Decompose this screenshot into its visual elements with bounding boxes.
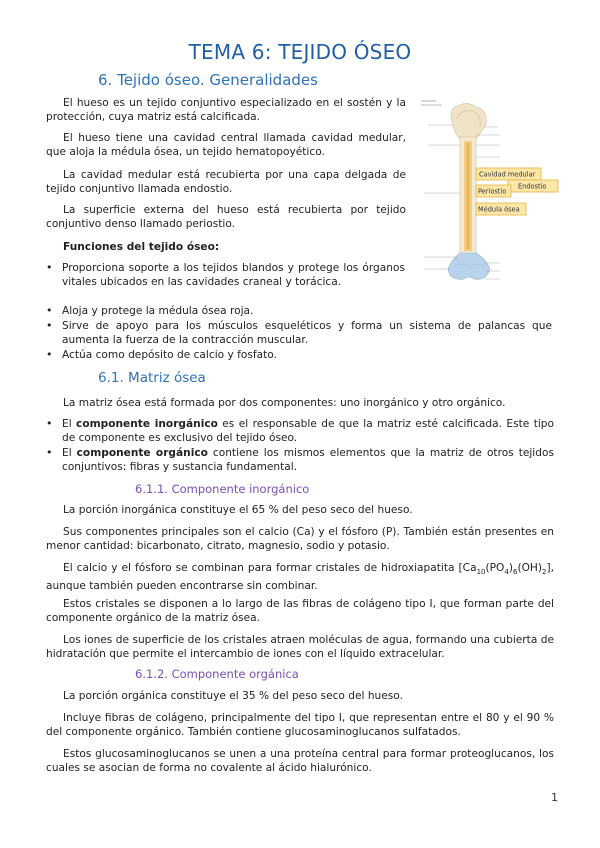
section-heading-generalidades: 6. Tejido óseo. Generalidades xyxy=(98,71,318,89)
section-heading-inorganico: 6.1.1. Componente inorgánico xyxy=(135,482,310,496)
list-item: • Proporciona soporte a los tejidos blandos y protege los órganos vitales ubicados en las cavidades craneal y torácica. xyxy=(62,261,405,289)
paragraph: La matriz ósea está formada por dos componentes: uno inorgánico y otro orgánico. xyxy=(63,397,506,409)
paragraph: La porción inorgánica constituye el 65 % del peso seco del hueso. xyxy=(63,504,413,516)
paragraph: Estos glucosaminoglucanos se unen a una proteína central para formar proteoglucanos, los cuales se asocian de forma no covalente al ácido hialurónico. xyxy=(46,748,554,775)
paragraph: El hueso tiene una cavidad central llamada cavidad medular, que aloja la médula ósea, un tejido hematopoyético. xyxy=(46,132,406,159)
paragraph: Sus componentes principales son el calcio (Ca) y el fósforo (P). También están presentes en menor cantidad: bicarbonato, citrato, magnesio, sodio y potasio. xyxy=(46,526,554,553)
paragraph: Incluye fibras de colágeno, principalmente del tipo I, que representan entre el 80 y el 90 % del componente orgánico. También contiene glucosaminoglucanos sulfatados. xyxy=(46,712,554,739)
list-item: • El componente inorgánico es el responsable de que la matriz esté calcificada. Este tipo de componente es exclusivo del tejido óseo. xyxy=(62,417,554,445)
label-medula: Médula ósea xyxy=(478,205,520,214)
paragraph: Estos cristales se disponen a lo largo de las fibras de colágeno tipo I, que forman parte del componente orgánico de la matriz ósea. xyxy=(46,598,554,625)
label-periostio: Periostio xyxy=(478,187,507,196)
paragraph: La porción orgánica constituye el 35 % del peso seco del hueso. xyxy=(63,690,403,702)
list-item: • Aloja y protege la médula ósea roja. xyxy=(62,304,552,318)
page-title: TEMA 6: TEJIDO ÓSEO xyxy=(188,40,412,64)
paragraph: La cavidad medular está recubierta por una capa delgada de tejido conjuntivo llamada endostio. xyxy=(46,169,406,196)
paragraph: Los iones de superficie de los cristales atraen moléculas de agua, formando una cubierta de hidratación que permite el intercambio de iones con el líquido extracelular. xyxy=(46,634,554,661)
section-heading-matriz: 6.1. Matriz ósea xyxy=(98,370,206,386)
functions-heading: Funciones del tejido óseo: xyxy=(63,241,220,253)
list-item: • El componente orgánico contiene los mismos elementos que la matriz de otros tejidos conjuntivos: fibras y sustancia fundamental. xyxy=(62,446,554,474)
section-heading-organica: 6.1.2. Componente orgánica xyxy=(135,667,299,681)
paragraph: El calcio y el fósforo se combinan para formar cristales de hidroxiapatita $[Ca_{10}(PO_4)_6(OH)_2]$, aunque también pueden encontrarse sin combinar. xyxy=(46,562,554,593)
bone-diagram xyxy=(414,97,560,287)
list-item: • Sirve de apoyo para los músculos esqueléticos y forma un sistema de palancas que aumenta la fuerza de la contracción muscular. xyxy=(62,319,552,347)
paragraph: El hueso es un tejido conjuntivo especializado en el sostén y la protección, cuya matriz está calcificada. xyxy=(46,97,406,124)
label-endostio: Endostio xyxy=(518,182,547,191)
label-cavidad: Cavidad medular xyxy=(479,170,536,179)
paragraph: La superficie externa del hueso está recubierta por tejido conjuntivo denso llamado periostio. xyxy=(46,204,406,231)
list-item: • Actúa como depósito de calcio y fosfato. xyxy=(62,348,552,362)
page-number: 1 xyxy=(551,791,558,804)
